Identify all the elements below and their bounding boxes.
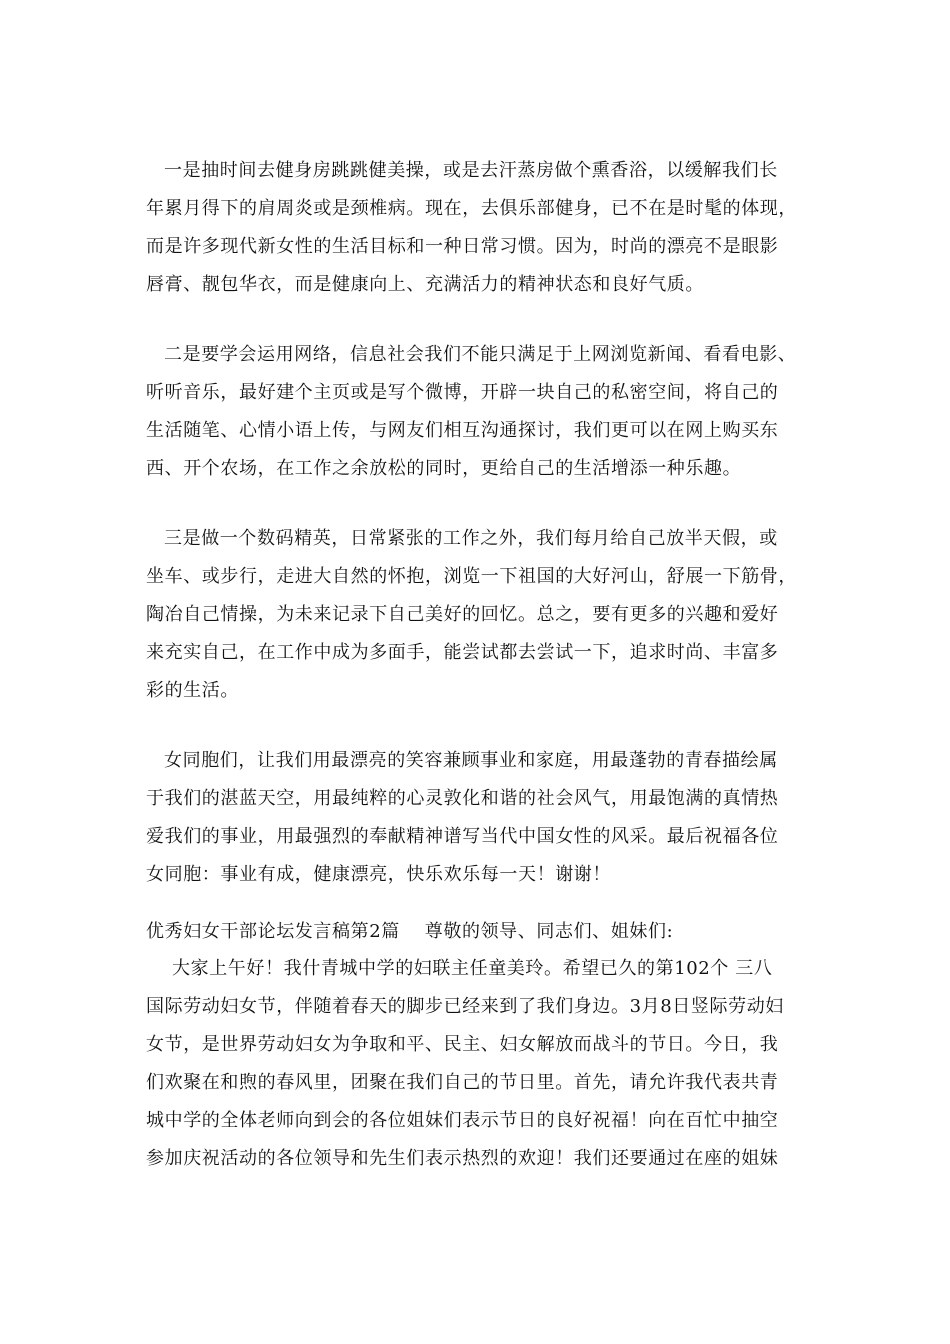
paragraph-line: 国际劳动妇女节，伴随着春天的脚步已经来到了我们身边。3月8日竖际劳动妇 [146,996,784,1017]
paragraph-line: 城中学的全体老师向到会的各位姐妹们表示节日的良好祝福！向在百忙中抽空 [146,1110,779,1131]
paragraph-line: 于我们的湛蓝天空，用最纯粹的心灵敦化和谐的社会风气，用最饱满的真情热 [146,788,779,809]
paragraph-line: 唇膏、靓包华衣，而是健康向上、充满活力的精神状态和良好气质。 [146,274,704,295]
paragraph-line: 三是做一个数码精英，日常紧张的工作之外，我们每月给自己放半天假，或 [164,528,778,549]
paragraph-line: 大家上午好！我什青城中学的妇联主任童美玲。希望已久的第102个 三八 [172,958,773,979]
paragraph-line: 西、开个农场，在工作之余放松的同时，更给自己的生活增添一种乐趣。 [146,458,742,479]
paragraph-line: 参加庆祝活动的各位领导和先生们表示热烈的欢迎！我们还要通过在座的姐妹 [146,1148,779,1169]
paragraph-line: 听听音乐，最好建个主页或是写个微博，开辟一块自己的私密空间，将自己的 [146,382,779,403]
paragraph-line: 来充实自己，在工作中成为多面手，能尝试都去尝试一下，追求时尚、丰富多 [146,642,779,663]
paragraph-line: 一是抽时间去健身房跳跳健美操，或是去汗蒸房做个熏香浴，以缓解我们长 [164,160,778,181]
paragraph-line: 们欢聚在和煦的春风里，团聚在我们自己的节日里。首先，请允许我代表共青 [146,1072,779,1093]
paragraph-line: 女同胞：事业有成，健康漂亮，快乐欢乐每一天！谢谢！ [146,864,611,885]
paragraph-line: 彩的生活。 [146,680,239,701]
paragraph-line: 爱我们的事业，用最强烈的奉献精神谱写当代中国女性的风采。最后祝福各位 [146,826,779,847]
paragraph-line: 女节，是世界劳动妇女为争取和平、民主、妇女解放而战斗的节日。今日，我 [146,1034,779,1055]
paragraph-line: 二是要学会运用网络，信息社会我们不能只满足于上网浏览新闻、看看电影、 [164,344,797,365]
paragraph-line: 而是许多现代新女性的生活目标和一种日常习惯。因为，时尚的漂亮不是眼影 [146,236,779,257]
paragraph-line: 生活随笔、心情小语上传，与网友们相互沟通探讨，我们更可以在网上购买东 [146,420,779,441]
paragraph-line: 年累月得下的肩周炎或是颈椎病。现在，去俱乐部健身，已不在是时髦的体现， [146,198,797,219]
paragraph-line: 女同胞们，让我们用最漂亮的笑容兼顾事业和家庭，用最蓬勃的青春描绘属 [164,750,778,771]
section-heading: 优秀妇女干部论坛发言稿第2篇 尊敬的领导、同志们、姐妹们: [146,921,674,942]
paragraph-line: 坐车、或步行，走进大自然的怀抱，浏览一下祖国的大好河山，舒展一下筋骨， [146,566,797,587]
paragraph-line: 陶冶自己情操，为未来记录下自己美好的回忆。总之，要有更多的兴趣和爱好 [146,604,779,625]
